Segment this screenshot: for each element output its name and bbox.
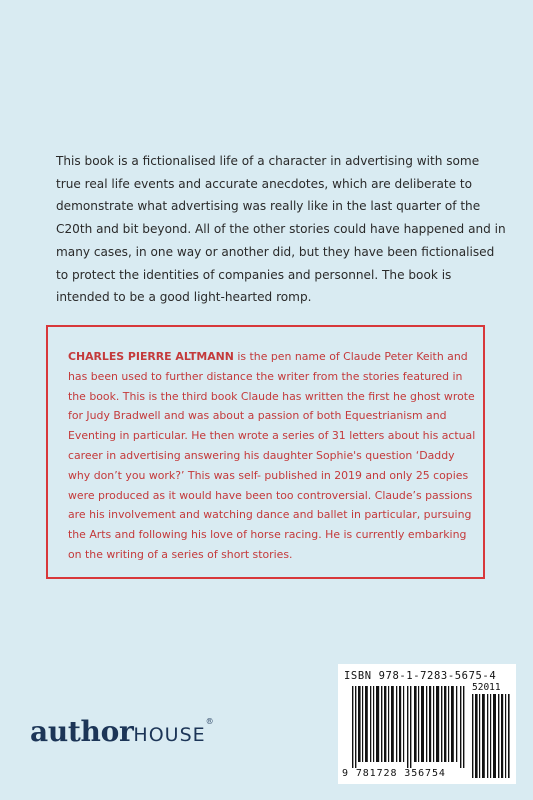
registered-mark: ®	[205, 717, 214, 726]
barcode-digits: 9 781728 356754	[342, 768, 446, 779]
author-bio-box	[46, 325, 485, 579]
logo-author-text: author	[30, 715, 134, 748]
logo-house-text: HOUSE	[133, 724, 206, 746]
barcode-main-bars	[352, 686, 466, 768]
author-bio-text: is the pen name of Claude Peter Keith and has been used to further distance the writer from the stories featured in the book. This is the third book Claude has written the first he ghost wrote for Judy Bradwell and was about a passion of both Equestrianism and Eventing in particular. He then wrote a series of 31 letters about his actual career in advertising answering his daughter Sophie's question ‘Daddy why don’t you work?’ This was self- published in 2019 and only 25 copies were produced as it would have been too controversial. Claude’s passions are his involvement and watching dance and ballet in particular, pursuing the Arts and following his love of horse racing. He is currently embarking on the writing of a series of short stories.	[68, 350, 476, 561]
price-code: 52011	[472, 682, 501, 693]
isbn-barcode	[338, 664, 516, 784]
back-cover-blurb: This book is a fictionalised life of a character in advertising with some true real life events and accurate anecdotes, which are deliberate to demonstrate what advertising was really like in the last quarter of the C20th and bit beyond. All of the other stories could have happened and in many cases, in one way or another did, but they have been fictionalised to protect the identities of companies and personnel. The book is intended to be a good light-hearted romp.	[56, 154, 506, 305]
isbn-label: ISBN 978-1-7283-5675-4	[344, 670, 497, 682]
authorhouse-logo	[30, 715, 213, 748]
barcode-addon-bars	[472, 694, 510, 778]
author-bio	[68, 347, 478, 565]
author-pen-name: CHARLES PIERRE ALTMANN	[68, 350, 234, 363]
